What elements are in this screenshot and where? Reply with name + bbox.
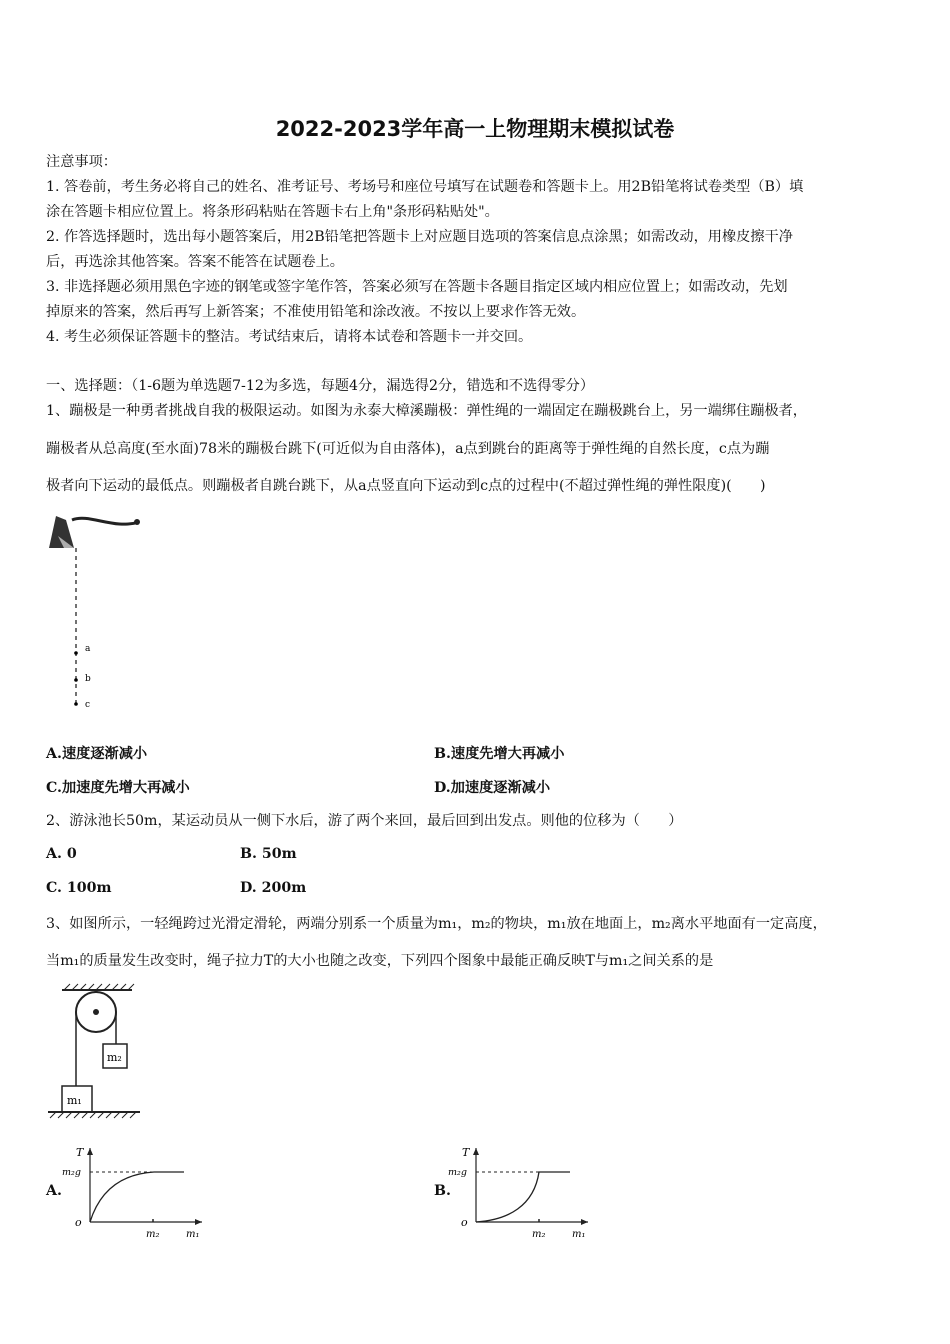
q1-option-c[interactable]: C.加速度先增大再减小 [46, 780, 190, 796]
notice-line: 涂在答题卡相应位置上。将条形码粘贴在答题卡右上角"条形码粘贴处"。 [46, 204, 499, 220]
q2-stem: 2、游泳池长50m，某运动员从一侧下水后，游了两个来回，最后回到出发点。则他的位移为（ ） [46, 813, 683, 829]
q1-option-a[interactable]: A.速度逐渐减小 [46, 746, 148, 762]
x-axis-label: m₁ [572, 1229, 586, 1240]
point-c-label: c [85, 700, 91, 710]
q2-option-c[interactable]: C. 100m [46, 880, 112, 896]
graph-a [62, 1140, 212, 1240]
q1-stem: 蹦极者从总高度(至水面)78米的蹦极台跳下(可近似为自由落体)，a点到跳台的距离等于弹性绳的自然长度，c点为蹦 [46, 441, 770, 457]
y-tick-label: m₂g [448, 1167, 467, 1178]
notice-line: 4. 考生必须保证答题卡的整洁。考试结束后，请将本试卷和答题卡一并交回。 [46, 329, 533, 345]
q1-stem: 极者向下运动的最低点。则蹦极者自跳台跳下，从a点竖直向下运动到c点的过程中(不超过弹性绳的弹性限度)( ) [46, 478, 766, 494]
q2-option-d[interactable]: D. 200m [240, 880, 307, 896]
curve-a [90, 1172, 184, 1222]
pulley-figure [46, 982, 146, 1122]
y-axis-label: T [462, 1146, 470, 1159]
curve-b [476, 1172, 570, 1222]
notice-line: 3. 非选择题必须用黑色字迹的钢笔或签字笔作答，答案必须写在答题卡各题目指定区域内相应位置上；如需改动，先划 [46, 279, 788, 295]
x-axis-label: m₁ [186, 1229, 200, 1240]
notice-line: 掉原来的答案，然后再写上新答案；不准使用铅笔和涂改液。不按以上要求作答无效。 [46, 304, 586, 320]
x-tick-label: m₂ [532, 1229, 546, 1240]
notice-line: 1. 答卷前，考生务必将自己的姓名、准考证号、考场号和座位号填写在试题卷和答题卡上。用2B铅笔将试卷类型（B）填 [46, 179, 804, 195]
platform-shape [49, 516, 74, 548]
graph-b [448, 1140, 598, 1240]
q1-option-d[interactable]: D.加速度逐渐减小 [434, 780, 551, 796]
x-tick-label: m₂ [146, 1229, 160, 1240]
jumper-shape [72, 518, 139, 524]
q3-option-b-label[interactable]: B. [434, 1183, 451, 1199]
q1-option-b[interactable]: B.速度先增大再减小 [434, 746, 565, 762]
origin-label: o [461, 1216, 468, 1229]
y-tick-label: m₂g [62, 1167, 81, 1178]
y-axis-label: T [76, 1146, 84, 1159]
q3-option-a-label[interactable]: A. [46, 1183, 62, 1199]
q2-option-b[interactable]: B. 50m [240, 846, 297, 862]
bungee-figure [44, 508, 154, 718]
page-title: 2022-2023学年高一上物理期末模拟试卷 [275, 117, 675, 141]
q1-stem: 1、蹦极是一种勇者挑战自我的极限运动。如图为永泰大樟溪蹦极：弹性绳的一端固定在蹦极跳台上，另一端绑住蹦极者， [46, 403, 807, 419]
origin-label: o [75, 1216, 82, 1229]
notice-line: 后，再选涂其他答案。答案不能答在试题卷上。 [46, 254, 344, 270]
mass-m1-label: m₁ [67, 1094, 82, 1107]
point-a-label: a [85, 644, 91, 654]
notice-heading: 注意事项： [46, 154, 117, 170]
point-b-label: b [85, 674, 91, 684]
mass-m2-label: m₂ [107, 1051, 122, 1064]
q3-stem: 3、如图所示，一轻绳跨过光滑定滑轮，两端分别系一个质量为m₁，m₂的物块，m₁放在地面上，m₂离水平地面有一定高度， [46, 916, 827, 932]
section-heading: 一、选择题：（1-6题为单选题7-12为多选，每题4分，漏选得2分，错选和不选得零分） [46, 378, 595, 394]
q2-option-a[interactable]: A. 0 [46, 846, 77, 862]
q3-stem: 当m₁的质量发生改变时，绳子拉力T的大小也随之改变，下列四个图象中最能正确反映T与m₁之间关系的是 [46, 953, 714, 969]
notice-line: 2. 作答选择题时，选出每小题答案后，用2B铅笔把答题卡上对应题目选项的答案信息点涂黑；如需改动，用橡皮擦干净 [46, 229, 793, 245]
